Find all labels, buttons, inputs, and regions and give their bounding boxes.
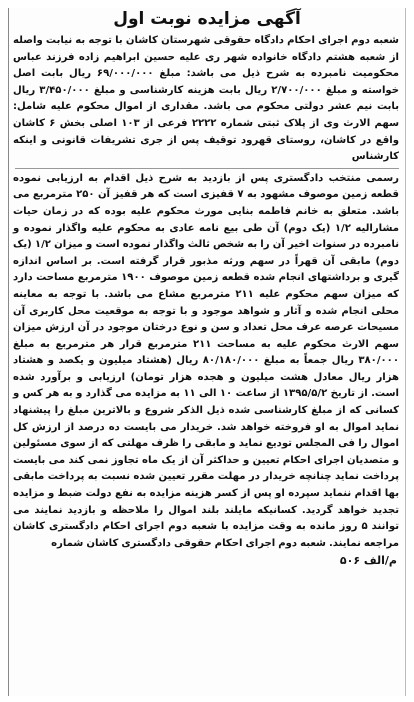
paragraph-divider xyxy=(15,168,399,169)
notice-paragraph-2: رسمی منتخب دادگستری پس از بازدید به شرح ذیل اقدام به ارزیابی نموده قطعه زمین موصوف مشهود به ۷ قفیزی است که هر قفیز آن ۲۵۰ مترمربع می باشد. متعلق به خانم فاطمه بنایی مورث محکوم علیه بوده که در زمان حیات مشارالیه ۱/۲ (یک دوم) آن طی بیع نامه عادی به محکوم علیه واگذار نموده و نامبرده در سنوات اخیر آن را به شخص ثالث واگذار نموده است و میزان ۱/۲ (یک دوم) مابقی آن قهراً در سهم ورثه مذبور قرار گرفته است. بر اساس اندازه گیری و برداشتهای انجام شده قطعه زمین موصوف ۱۹۰۰ مترمربع مساحت دارد که میزان سهم محکوم علیه ۲۱۱ مترمربع مشاع می باشد. با توجه به معاینه محلی انجام شده و آثار و شواهد موجود و با توجه به موقعیت محل کاربری آن مسیحات عرصه عرف محل تعداد و سن و نوع درختان موجود در آن ارزش میزان سهم الارث محکوم علیه به مساحت ۲۱۱ مترمربع قرار هر مترمربع به مبلغ ۳۸۰/۰۰۰ ریال جمعاً به مبلغ ۸۰/۱۸۰/۰۰۰ ریال (هشتاد میلیون و یکصد و هشتاد هزار ریال معادل هشت میلیون و هجده هزار تومان) ارزیابی و برآورد شده است. از تاریخ ۱۳۹۵/۵/۲ از ساعت ۱۰ الی ۱۱ به مزایده می گذارد و به هر کس و کسانی که از مبلغ کارشناسی شده ذیل الذکر شروع و بالاترین مبلغ را پیشنهاد نماید اموال به او فروخته خواهد شد. خریدار می بایست ده درصد از ارزش کل اموال را فی المجلس تودیع نماید و مابقی را ظرف مهلتی که از سوی مسئولین و متصدیان اجرای احکام تعیین و حداکثر آن از یک ماه تجاوز نمی کند می بایست پرداخت نماید چنانچه خریدار در مهلت مقرر تعیین شده نسبت به پرداخت مابقی بها اقدام ننماید سپرده او پس از کسر هزینه مزایده به نفع دولت ضبط و مزایده تجدید خواهد گردید. کسانیکه مایلند بلند اموال را ملاحظه و بازدید نمایند می توانند ۵ روز مانده به وقت مزایده با شعبه دوم اجرای احکام دادگستری کاشان مراجعه نمایند. شعبه دوم اجرای احکام حقوقی دادگستری کاشان شماره xyxy=(13,172,399,549)
notice-reference-number: م/الف ۵۰۶ xyxy=(339,554,397,568)
notice-frame xyxy=(8,8,406,696)
notice-title: آگهی مزایده نوبت اول xyxy=(113,9,301,29)
notice-paragraph-1: شعبه دوم اجرای احکام دادگاه حقوقی شهرستان کاشان با توجه به نیابت واصله از شعبه هشتم دادگاه خانواده شهر ری علیه حسین ابراهیم زاده فرزند عباس محکومیت نامبرده به شرح ذیل می باشد: مبلغ ۶۹/۰۰۰/۰۰۰ ریال بابت اصل خواسته و مبلغ ۲/۷۰۰/۰۰۰ ریال بابت هزینه کارشناسی و مبلغ ۳/۴۵۰/۰۰۰ ریال بابت نیم عشر دولتی محکوم می باشد. مقداری از اموال محکوم علیه شامل: سهم الارث وی از پلاک ثبتی شماره ۲۲۲۲ فرعی از ۱۰۳ اصلی بخش ۶ کاشان واقع در کاشان، روستای قهرود توقیف پس از جری تشریفات قانونی و اینکه کارشناس xyxy=(13,35,400,163)
